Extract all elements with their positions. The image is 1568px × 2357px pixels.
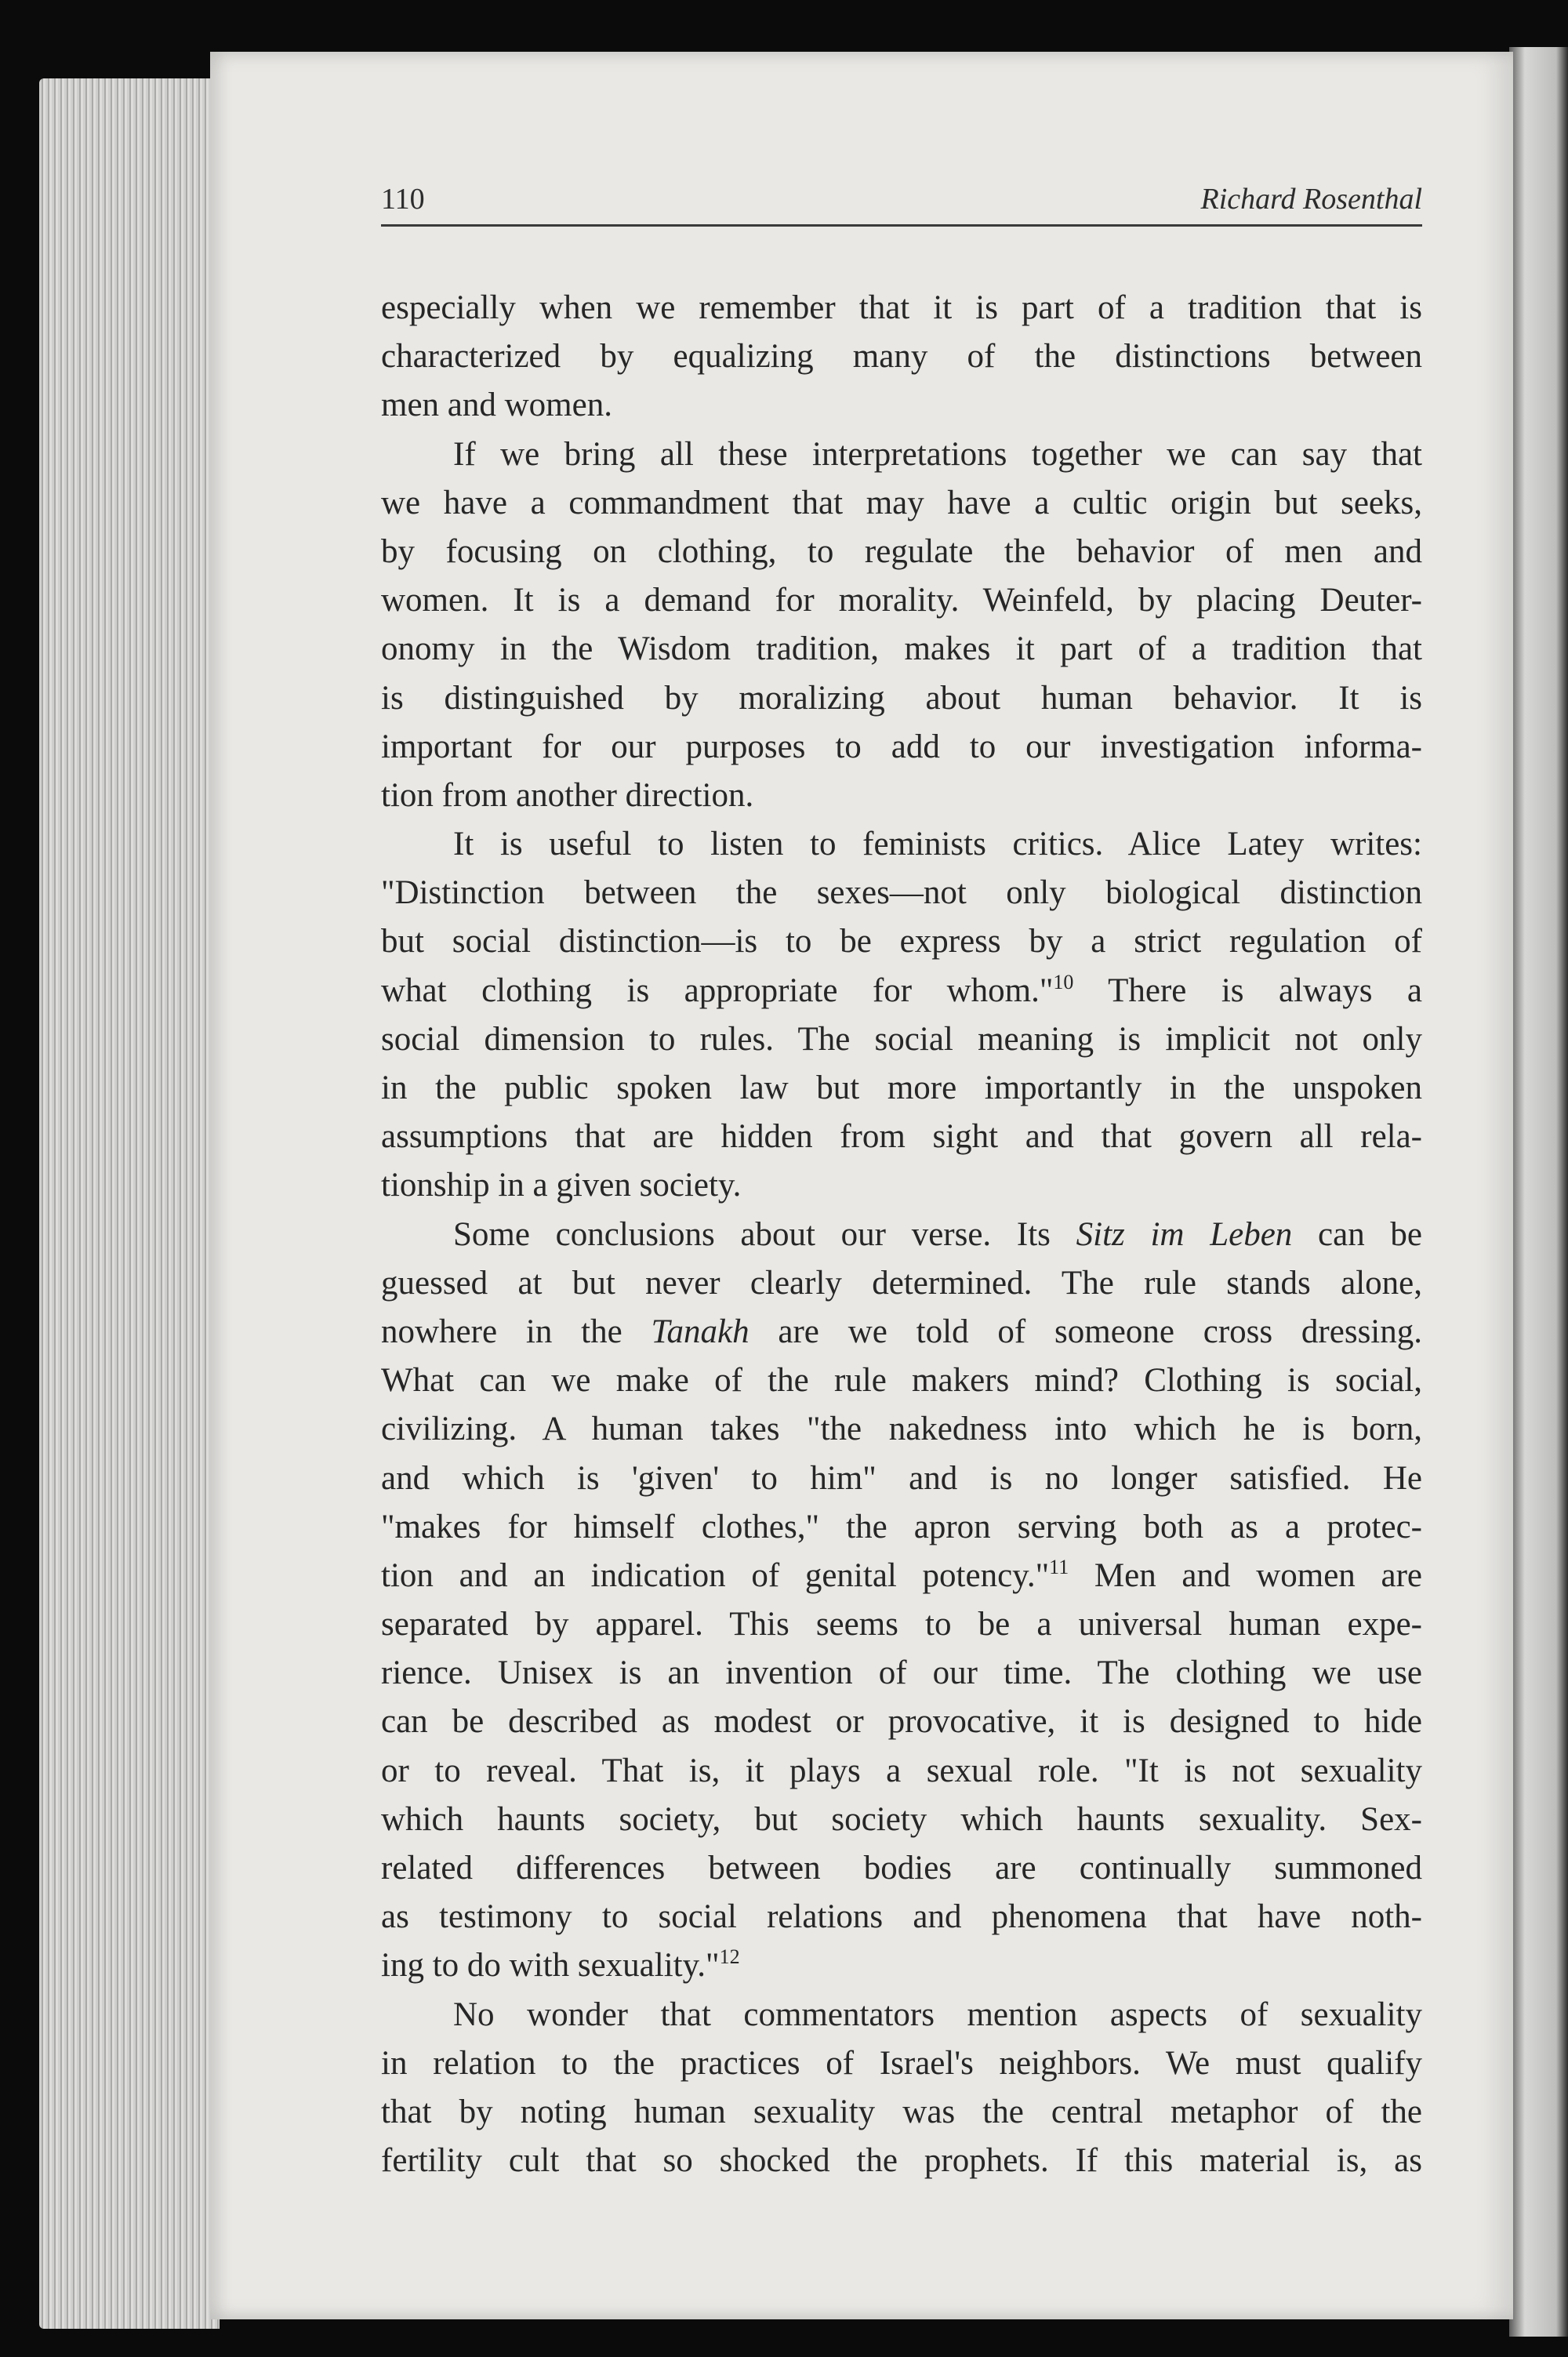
text-line [381, 869, 1422, 917]
text-line [381, 479, 1422, 528]
text-line [381, 1015, 1422, 1064]
text-line [381, 1600, 1422, 1649]
text-run: "makes for himself clothes," the apron serving both as a protec- [381, 1508, 1422, 1545]
text-run: or to reveal. That is, it plays a sexual role. "It is not sexuality [381, 1752, 1422, 1789]
italic-term: Sitz im Leben [1076, 1215, 1293, 1253]
text-run: guessed at but never clearly determined. The rule stands alone, [381, 1264, 1422, 1302]
text-run: can be described as modest or provocative, it is designed to hide [381, 1703, 1422, 1741]
running-header [381, 182, 1422, 223]
page-number: 110 [381, 183, 425, 216]
text-line [381, 528, 1422, 576]
text-run: can be [1292, 1215, 1422, 1253]
text-run: we have a commandment that may have a cultic origin but seeks, [381, 484, 1422, 521]
text-line [381, 1991, 1422, 2039]
page-stack-edges [39, 78, 220, 2329]
text-line [381, 1747, 1422, 1796]
text-run: in relation to the practices of Israel's neighbors. We must qualify [381, 2044, 1422, 2082]
text-line [381, 1259, 1422, 1308]
text-line [381, 381, 1422, 430]
text-line [381, 625, 1422, 674]
text-run: social dimension to rules. The social meaning is implicit not only [381, 1020, 1422, 1058]
text-line [381, 430, 1422, 479]
text-run: characterized by equalizing many of the distinctions between [381, 338, 1422, 376]
text-run: important for our purposes to add to our investigation informa- [381, 728, 1422, 765]
text-run: assumptions that are hidden from sight and that govern all rela- [381, 1118, 1422, 1156]
text-line [381, 2137, 1422, 2185]
text-run: ing to do with sexuality." [381, 1947, 720, 1985]
running-head-author: Richard Rosenthal [1200, 183, 1422, 216]
text-run: is distinguished by moralizing about human behavior. It is [381, 679, 1422, 717]
text-run: fertility cult that so shocked the prophets. If this material is, as [381, 2142, 1422, 2180]
text-run: are we told of someone cross dressing. [749, 1313, 1422, 1350]
text-run: in the public spoken law but more importantly in the unspoken [381, 1070, 1422, 1106]
text-run: tion from another direction. [381, 776, 754, 814]
italic-term: Tanakh [651, 1313, 750, 1350]
text-run: nowhere in the [381, 1313, 652, 1350]
text-line [381, 1552, 1422, 1600]
text-run: as testimony to social relations and phenomena that have noth- [381, 1898, 1422, 1936]
text-run: separated by apparel. This seems to be a universal human expe- [381, 1606, 1422, 1643]
text-run: "Distinction between the sexes—not only biological distinction [381, 874, 1422, 912]
text-run: but social distinction—is to be express by a strict regulation of [381, 923, 1422, 961]
text-line [381, 1503, 1422, 1552]
footnote-marker: 10 [1053, 970, 1074, 993]
text-run: women. It is a demand for morality. Weinfeld, by placing Deuter- [381, 582, 1422, 619]
text-line [381, 1455, 1422, 1503]
text-run: If we bring all these interpretations together we can say that [453, 435, 1422, 473]
text-run: It is useful to listen to feminists critics. Alice Latey writes: [453, 826, 1422, 863]
text-run: which haunts society, but society which haunts sexuality. Sex- [381, 1800, 1422, 1838]
text-line [381, 1698, 1422, 1746]
text-line [381, 723, 1422, 772]
text-line [381, 917, 1422, 966]
text-run: what clothing is appropriate for whom." [381, 971, 1054, 1009]
header-rule [381, 224, 1422, 227]
footnote-marker: 11 [1049, 1555, 1069, 1578]
text-line [381, 1064, 1422, 1113]
text-run: and which is 'given' to him" and is no longer satisfied. He [381, 1459, 1422, 1497]
text-line [381, 1893, 1422, 1941]
text-line [381, 674, 1422, 723]
text-line [381, 1308, 1422, 1356]
text-run: What can we make of the rule makers mind? Clothing is social, [381, 1362, 1422, 1400]
text-line [381, 1405, 1422, 1454]
text-run: There is always a [1073, 971, 1422, 1009]
footnote-marker: 12 [719, 1945, 740, 1969]
text-line [381, 2039, 1422, 2088]
text-run: No wonder that commentators mention aspects of sexuality [453, 1996, 1422, 2033]
text-line [381, 1356, 1422, 1405]
text-line [381, 772, 1422, 820]
text-line [381, 1211, 1422, 1259]
text-line [381, 1796, 1422, 1844]
text-run: tion and an indication of genital potency." [381, 1556, 1050, 1594]
text-run: especially when we remember that it is part of a tradition that is [381, 289, 1422, 326]
text-line [381, 1649, 1422, 1698]
text-run: civilizing. A human takes "the nakedness into which he is born, [381, 1411, 1422, 1448]
text-run: Some conclusions about our verse. Its [453, 1215, 1076, 1253]
text-line [381, 2088, 1422, 2137]
text-line [381, 576, 1422, 625]
text-run: onomy in the Wisdom tradition, makes it part of a tradition that [381, 630, 1422, 668]
facing-page-edge [1509, 47, 1568, 2337]
text-run: rience. Unisex is an invention of our time. The clothing we use [381, 1654, 1422, 1692]
text-run: Men and women are [1069, 1556, 1422, 1594]
body-text [381, 284, 1422, 2185]
text-run: tionship in a given society. [381, 1167, 742, 1204]
text-line [381, 820, 1422, 869]
text-run: men and women. [381, 387, 612, 424]
text-line [381, 967, 1422, 1015]
text-run: that by noting human sexuality was the central metaphor of the [381, 2093, 1422, 2130]
text-line [381, 284, 1422, 332]
text-run: related differences between bodies are continually summoned [381, 1850, 1422, 1887]
text-line [381, 1844, 1422, 1893]
text-line [381, 1941, 1422, 1990]
text-line [381, 1113, 1422, 1161]
text-line [381, 1161, 1422, 1210]
text-line [381, 332, 1422, 381]
text-run: by focusing on clothing, to regulate the behavior of men and [381, 532, 1422, 570]
